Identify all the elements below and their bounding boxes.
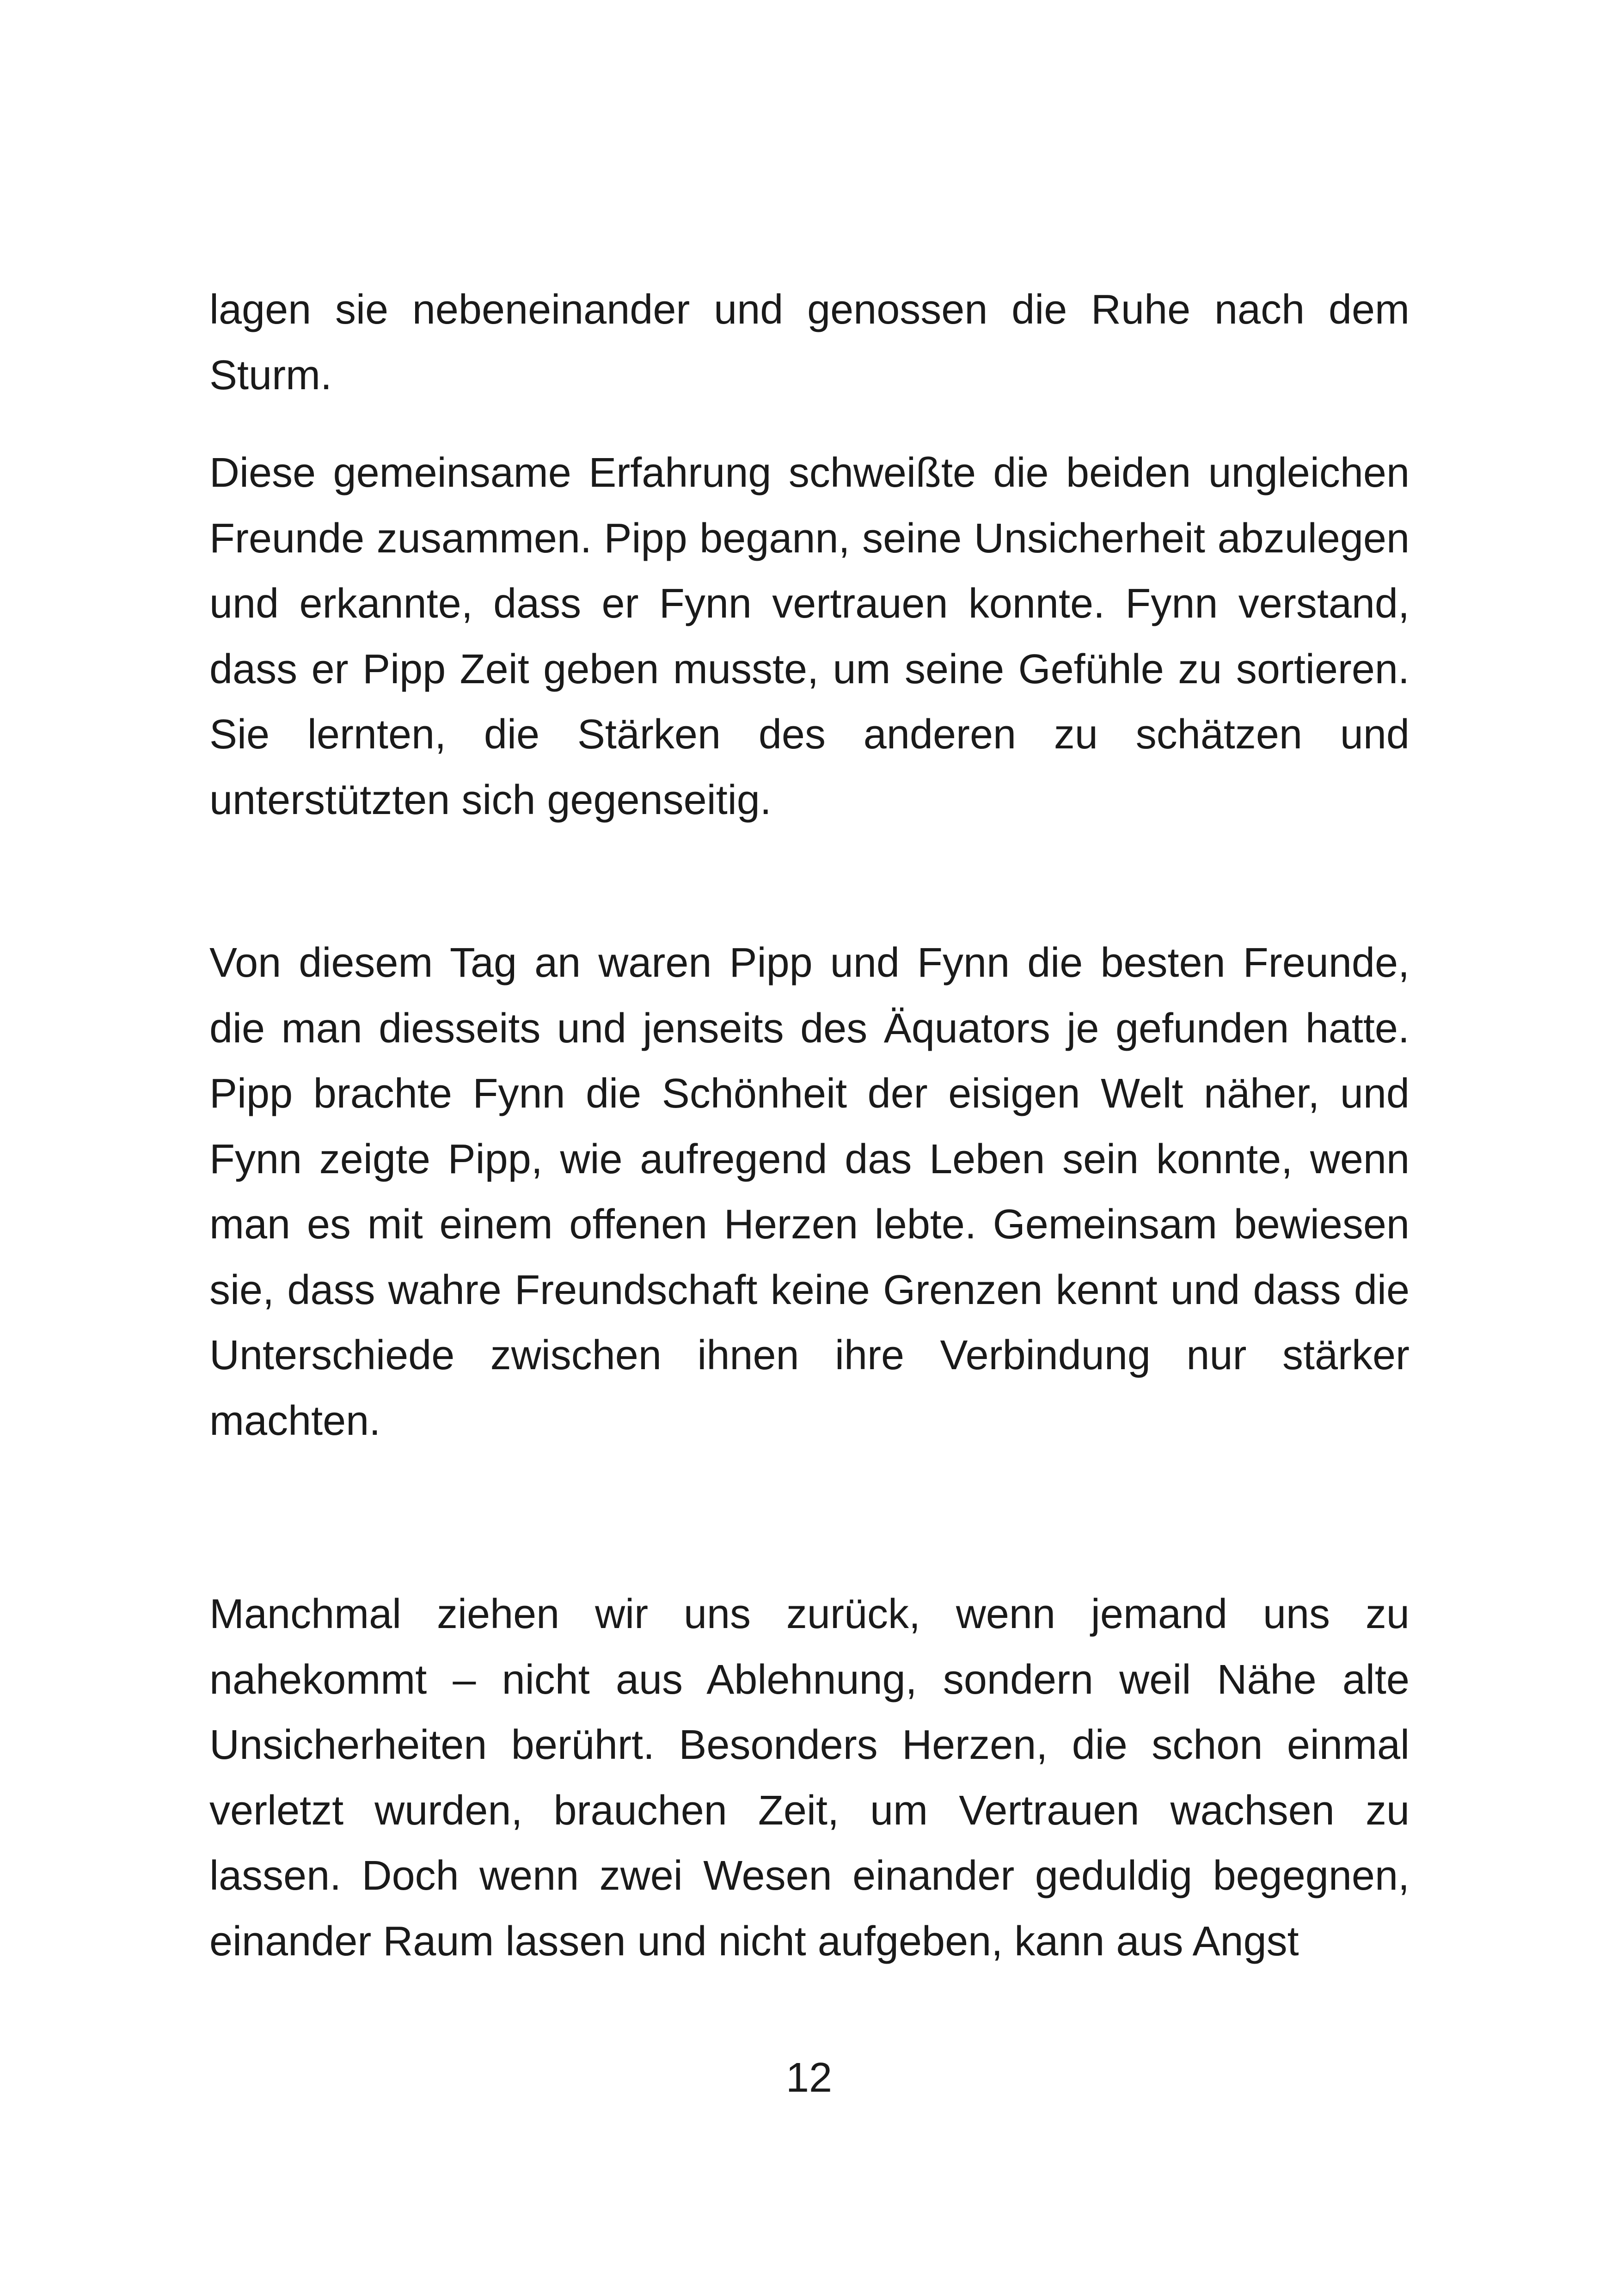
paragraph-best-friends: [209, 931, 1410, 1454]
page-number: 12: [785, 2055, 833, 2101]
paragraph-text: Diese gemeinsame Erfahrung schweißte die beiden ungleichen Freunde zusammen. Pipp begann, seine Unsicherheit abzulegen und erkannte, dass er Fynn vertrauen konnte. Fynn verstand, dass er Pipp Zeit geben musste, um seine Gefühle zu sortieren. Sie lernten, die Stärken des anderen zu schätzen und unterstützten sich gegenseitig.: [209, 450, 1410, 823]
paragraph-text: Manchmal ziehen wir uns zurück, wenn jemand uns zu nahekommt – nicht aus Ablehnung, sondern weil Nähe alte Unsicherheiten berührt. Besonders Herzen, die schon einmal verletzt wurden, brauchen Zeit, um Vertrauen wachsen zu lassen. Doch wenn zwei Wesen einander geduldig begegnen, einander Raum lassen und nicht aufgeben, kann aus Angst: [209, 1591, 1410, 1965]
paragraph-continuation: [209, 277, 1410, 408]
paragraph-reflection: [209, 1582, 1410, 1974]
paragraph-shared-experience: [209, 441, 1410, 833]
paragraph-text: lagen sie nebeneinander und genossen die Ruhe nach dem Sturm.: [209, 287, 1410, 398]
paragraph-text: Von diesem Tag an waren Pipp und Fynn die besten Freunde, die man diesseits und jenseits des Äquators je gefunden hatte. Pipp brachte Fynn die Schönheit der eisigen Welt näher, und Fynn zeigte Pipp, wie aufregend das Leben sein konnte, wenn man es mit einem offenen Herzen lebte. Gemeinsam bewiesen sie, dass wahre Freundschaft keine Grenzen kennt und dass die Unterschiede zwischen ihnen ihre Verbindung nur stärker machten.: [209, 940, 1410, 1444]
